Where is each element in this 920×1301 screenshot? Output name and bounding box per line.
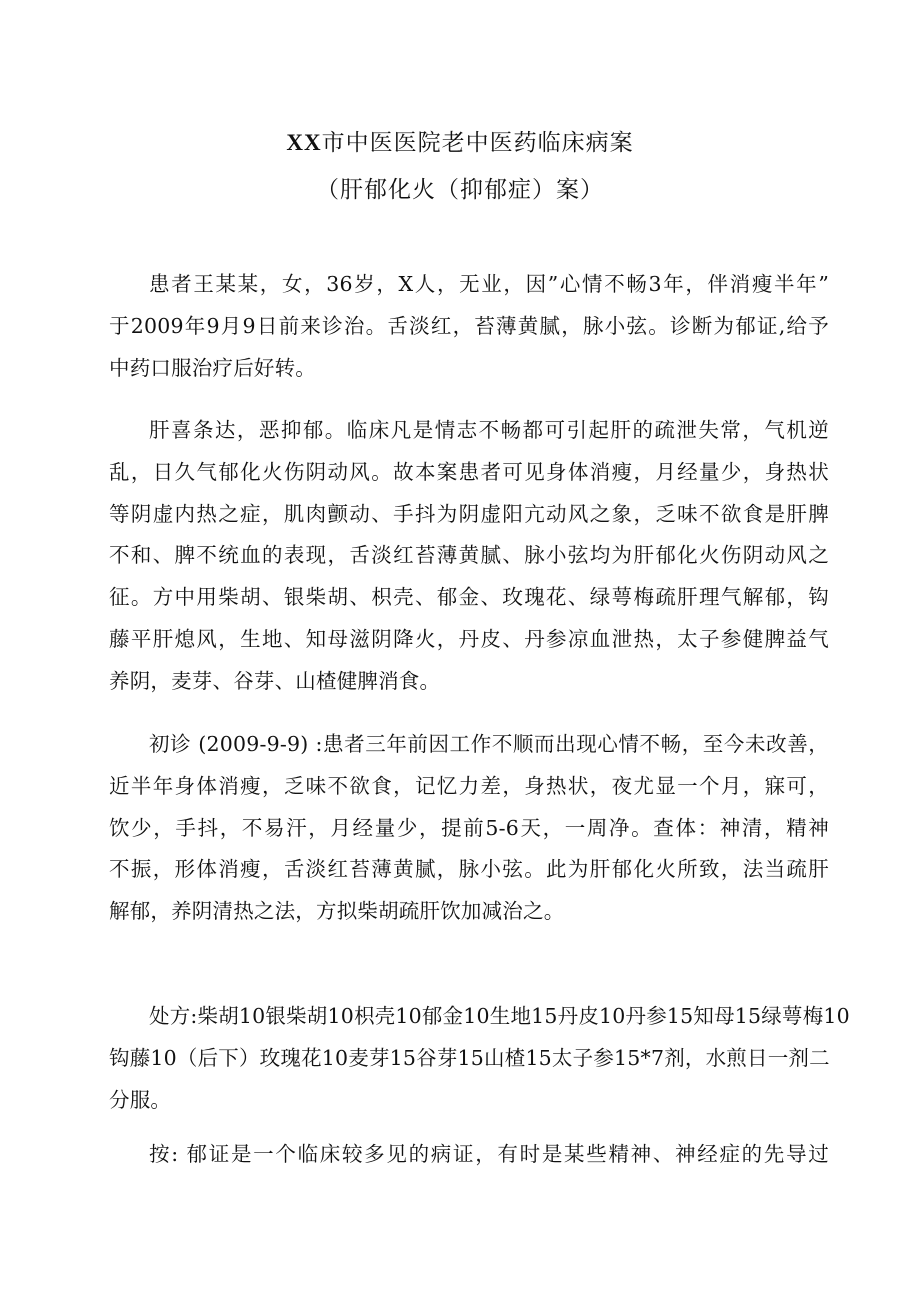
- title-text: 市中医医院老中医药临床病案: [321, 130, 634, 156]
- text-line: 不和、脾不统血的表现，舌淡红苔薄黄腻、脉小弦均为肝郁化火伤阴动风之: [109, 543, 829, 568]
- paragraph-first-visit: [109, 724, 829, 933]
- text-line: 初诊 (2009-9-9) :患者三年前因工作不顺而出现心情不畅，至今未改善，: [149, 732, 829, 756]
- text-line: 藤平肝熄风，生地、知母滋阴降火，丹皮、丹参凉血泄热，太子参健脾益气: [109, 626, 829, 651]
- text-line: 养阴，麦芽、谷芽、山楂健脾消食。: [109, 668, 441, 693]
- text-line: 患者王某某，女，36岁，X人，无业，因”心情不畅3年，伴消瘦半年”: [149, 272, 829, 296]
- text-line: 肝喜条达，恶抑郁。临床凡是情志不畅都可引起肝的疏泄失常，气机逆: [149, 418, 829, 442]
- text-line: 乱，日久气郁化火伤阴动风。故本案患者可见身体消瘦，月经量少，身热状: [109, 459, 829, 484]
- paragraph-analysis: [109, 410, 829, 703]
- text-line: 等阴虚内热之症，肌肉颤动、手抖为阴虚阳亢动风之象，乏味不欲食是肝脾: [109, 501, 829, 526]
- text-line: 饮少，手抖，不易汗，月经量少，提前5-6天，一周净。查体：神清，精神: [109, 815, 829, 840]
- paragraph-note: [109, 1134, 829, 1176]
- document-subtitle: （肝郁化火（抑郁症）案）: [316, 177, 604, 203]
- text-line: 中药口服治疗后好转。: [109, 355, 316, 380]
- text-line: 近半年身体消瘦，乏味不欲食，记忆力差，身热状，夜尤显一个月，寐可，: [109, 773, 829, 798]
- paragraph-intro: [109, 264, 829, 389]
- document-title: [0, 128, 920, 158]
- text-line: 分服。: [109, 1087, 172, 1112]
- text-line: 征。方中用柴胡、银柴胡、枳壳、郁金、玫瑰花、绿萼梅疏肝理气解郁，钩: [109, 585, 829, 610]
- text-line: 不振，形体消瘦，舌淡红苔薄黄腻，脉小弦。此为肝郁化火所致，法当疏肝: [109, 857, 829, 882]
- paragraph-prescription: [109, 996, 850, 1121]
- title-prefix: XX: [286, 130, 322, 155]
- text-line: 解郁，养阴清热之法，方拟柴胡疏肝饮加减治之。: [109, 899, 565, 924]
- text-line: 于2009年9月9日前来诊治。舌淡红，苔薄黄腻，脉小弦。诊断为郁证,给予: [109, 313, 829, 338]
- text-line: 按: 郁证是一个临床较多见的病证，有时是某些精神、神经症的先导过: [149, 1142, 829, 1166]
- text-line: 处方:柴胡10银柴胡10枳壳10郁金10生地15丹皮10丹参15知母15绿萼梅10: [149, 1004, 850, 1028]
- text-line: 钩藤10（后下）玫瑰花10麦芽15谷芽15山楂15太子参15*7剂，水煎日一剂二: [109, 1045, 830, 1070]
